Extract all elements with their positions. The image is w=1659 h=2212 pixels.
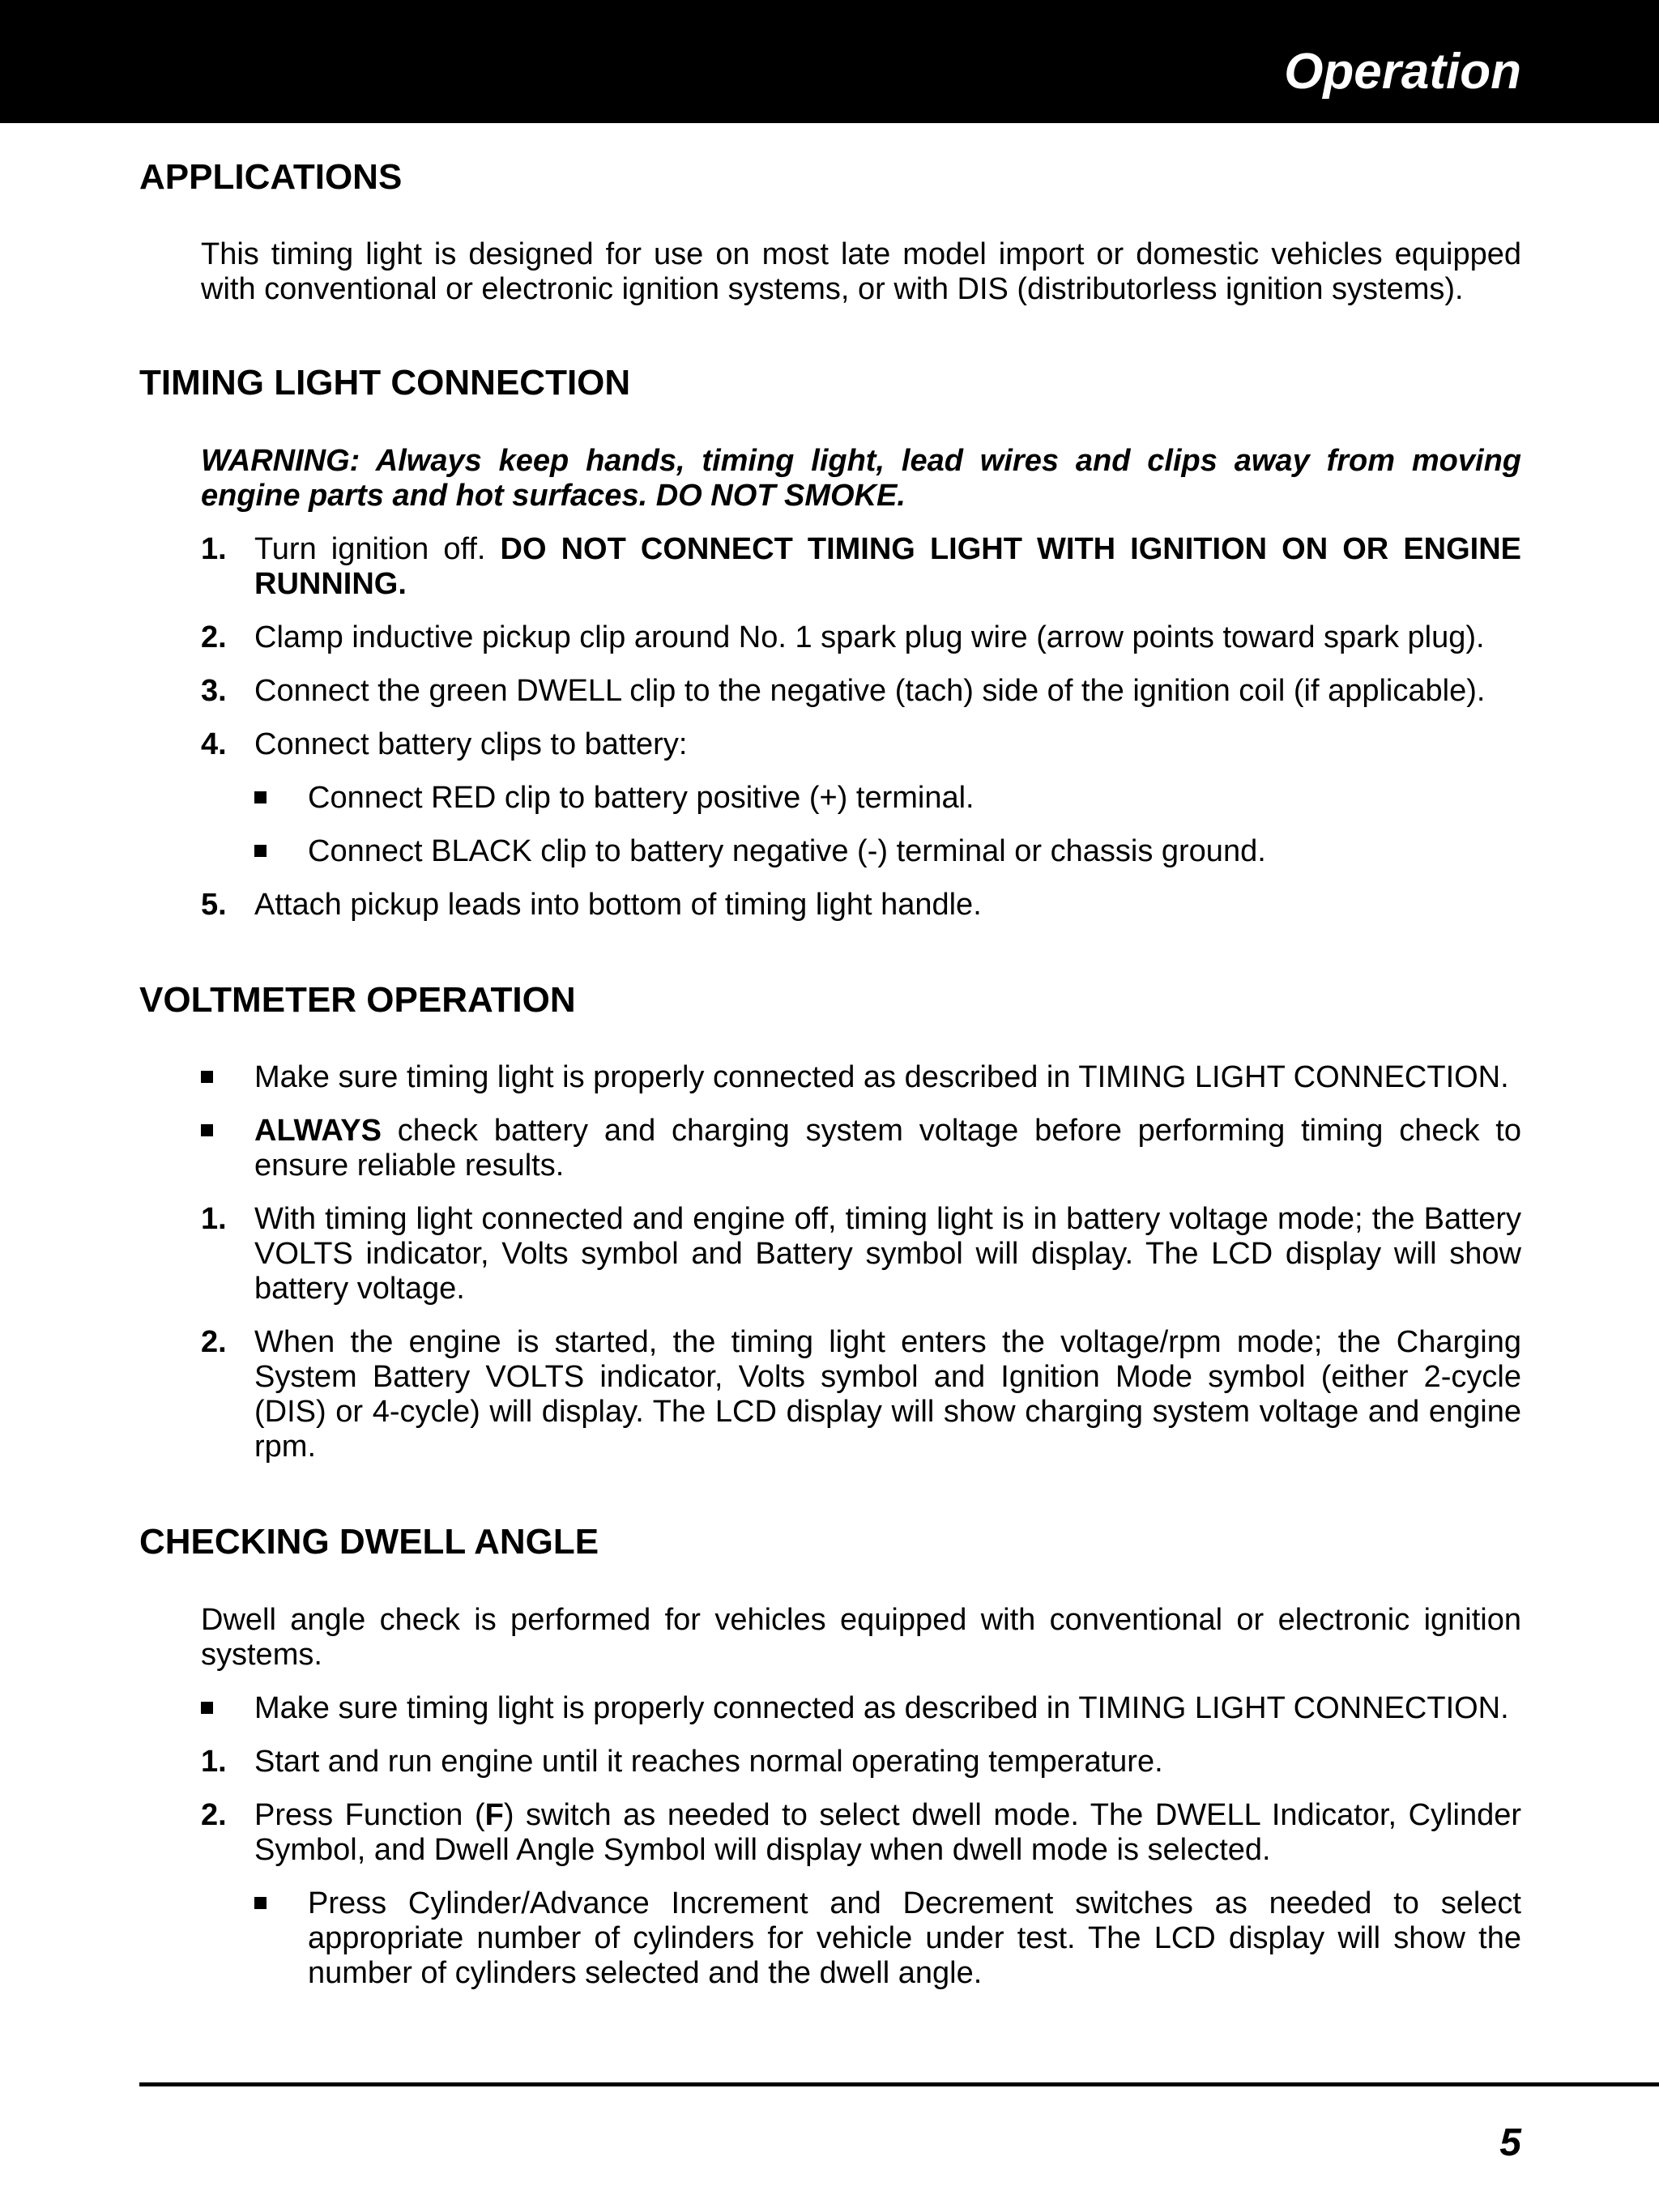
function-key-label: F bbox=[484, 1797, 504, 1832]
dwell-intro: Dwell angle check is performed for vehicles equipped with conventional or electronic ignition systems. bbox=[201, 1602, 1521, 1672]
list-item bbox=[201, 1325, 1521, 1464]
list-item bbox=[201, 727, 1521, 762]
step-text: Press Function ( bbox=[254, 1797, 485, 1832]
voltmeter-section bbox=[139, 981, 1521, 1464]
step-text: Connect battery clips to battery: bbox=[254, 727, 688, 761]
page-title: Operation bbox=[1284, 44, 1521, 100]
list-item bbox=[201, 1691, 1521, 1726]
list-item bbox=[254, 1886, 1521, 1991]
list-item bbox=[201, 532, 1521, 602]
bullet-bold-text: ALWAYS bbox=[254, 1114, 382, 1149]
step-number: 4. bbox=[201, 727, 227, 761]
step-text: Start and run engine until it reaches normal operating temperature. bbox=[254, 1744, 1163, 1779]
list-item bbox=[201, 1060, 1521, 1095]
step-number: 2. bbox=[201, 1797, 227, 1832]
step-number: 3. bbox=[201, 673, 227, 708]
list-item bbox=[201, 1202, 1521, 1306]
step-number: 5. bbox=[201, 887, 227, 922]
square-bullet-icon bbox=[201, 1071, 213, 1083]
header-bar bbox=[0, 0, 1659, 123]
list-item bbox=[201, 1798, 1521, 1868]
step-text: ) switch as needed to select dwell mode. The DWELL Indicator, Cylinder Symbol, and Dwell Angle Symbol will display when dwell mode is selected. bbox=[254, 1797, 1521, 1867]
step-number: 1. bbox=[201, 1744, 227, 1779]
square-bullet-icon bbox=[201, 1702, 213, 1714]
square-bullet-icon bbox=[201, 1124, 213, 1136]
bullet-text: Make sure timing light is properly connected as described in TIMING LIGHT CONNECTION. bbox=[254, 1690, 1509, 1725]
step-number: 2. bbox=[201, 620, 227, 654]
list-item bbox=[254, 834, 1521, 869]
step-text: With timing light connected and engine off, timing light is in battery voltage mode; the Battery VOLTS indicator, Volts symbol and Battery symbol will display. The LCD display will show battery voltage. bbox=[254, 1202, 1521, 1306]
applications-heading: APPLICATIONS bbox=[139, 157, 403, 197]
list-item bbox=[201, 888, 1521, 923]
dwell-heading: CHECKING DWELL ANGLE bbox=[139, 1522, 599, 1562]
timing-connection-heading: TIMING LIGHT CONNECTION bbox=[139, 363, 631, 403]
voltmeter-heading: VOLTMETER OPERATION bbox=[139, 979, 576, 1020]
step-number: 1. bbox=[201, 1202, 227, 1237]
list-item bbox=[201, 674, 1521, 709]
step-number: 1. bbox=[201, 531, 227, 566]
bullet-text: Press Cylinder/Advance Increment and Decrement switches as needed to select appropriate number of cylinders for vehicle under test. The LCD display will show the number of cylinders selected and the dwell angle. bbox=[308, 1886, 1521, 1990]
list-item bbox=[254, 781, 1521, 816]
step-text: Turn ignition off. bbox=[254, 531, 501, 566]
list-item bbox=[201, 1745, 1521, 1779]
applications-section bbox=[139, 158, 1521, 307]
list-item bbox=[201, 1114, 1521, 1183]
step-text: When the engine is started, the timing light enters the voltage/rpm mode; the Charging System Battery VOLTS indicator, Volts symbol and Ignition Mode symbol (either 2-cycle (DIS) or 4-cycle) will display. The LCD display will show charging system voltage and engine rpm. bbox=[254, 1325, 1521, 1464]
list-item bbox=[201, 620, 1521, 655]
square-bullet-icon bbox=[254, 845, 267, 857]
dwell-section bbox=[139, 1523, 1521, 1990]
bullet-text: check battery and charging system voltage before performing timing check to ensure reliable results. bbox=[254, 1114, 1521, 1183]
warning-text: WARNING: Always keep hands, timing light, lead wires and clips away from moving engine parts and hot surfaces. DO NOT SMOKE. bbox=[201, 443, 1521, 513]
page-content bbox=[139, 158, 1521, 1991]
step-bold-text: DO NOT CONNECT TIMING LIGHT WITH IGNITION ON OR ENGINE RUNNING. bbox=[254, 531, 1522, 601]
square-bullet-icon bbox=[254, 1897, 267, 1909]
step-text: Attach pickup leads into bottom of timing light handle. bbox=[254, 887, 982, 922]
bullet-text: Connect RED clip to battery positive (+) terminal. bbox=[308, 780, 975, 815]
bullet-text: Make sure timing light is properly connected as described in TIMING LIGHT CONNECTION. bbox=[254, 1060, 1509, 1095]
applications-text: This timing light is designed for use on most late model import or domestic vehicles equipped with conventional or electronic ignition systems, or with DIS (distributorless ignition systems). bbox=[201, 237, 1521, 307]
step-text: Clamp inductive pickup clip around No. 1 spark plug wire (arrow points toward spark plug). bbox=[254, 620, 1485, 654]
step-number: 2. bbox=[201, 1325, 227, 1360]
step-text: Connect the green DWELL clip to the negative (tach) side of the ignition coil (if applicable). bbox=[254, 673, 1486, 708]
page-number: 5 bbox=[1499, 2121, 1521, 2164]
footer-divider bbox=[139, 2082, 1659, 2086]
bullet-text: Connect BLACK clip to battery negative (-) terminal or chassis ground. bbox=[308, 833, 1266, 868]
timing-connection-section bbox=[139, 364, 1521, 922]
square-bullet-icon bbox=[254, 791, 267, 803]
